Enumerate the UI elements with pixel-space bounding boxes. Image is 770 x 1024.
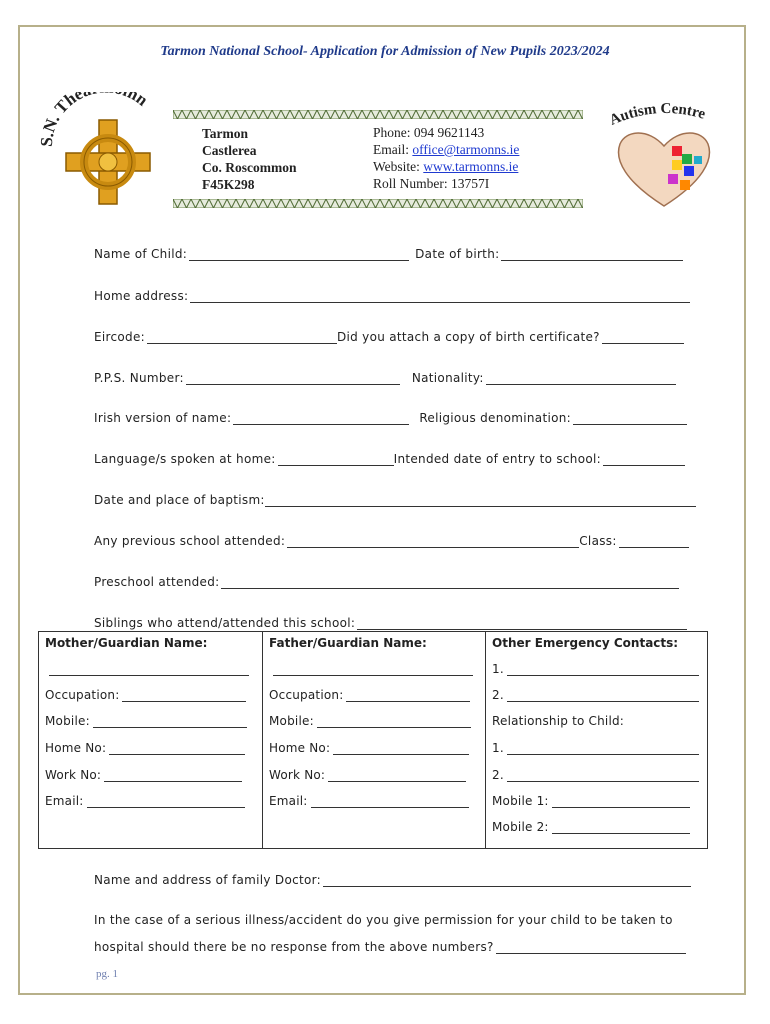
consent-text-2: hospital should there be no response from the above numbers? bbox=[94, 940, 494, 954]
mother-home-field[interactable] bbox=[109, 741, 245, 755]
mobile-1-field[interactable] bbox=[552, 794, 690, 808]
relationship-1-row bbox=[492, 741, 699, 755]
website-line bbox=[373, 158, 519, 175]
row-eircode bbox=[94, 324, 698, 344]
school-logo bbox=[40, 92, 170, 212]
class-field[interactable] bbox=[619, 533, 689, 548]
mobile-label: Mobile: bbox=[269, 714, 314, 728]
birth-cert-label: Did you attach a copy of birth certificate? bbox=[336, 330, 600, 344]
father-name-field[interactable] bbox=[273, 662, 473, 676]
emergency-column bbox=[485, 632, 707, 848]
previous-school-field[interactable] bbox=[287, 533, 579, 548]
consent-field[interactable] bbox=[496, 939, 686, 954]
mother-header: Mother/Guardian Name: bbox=[45, 636, 208, 650]
mobile-1-label: Mobile 1: bbox=[492, 794, 549, 808]
birth-cert-field[interactable] bbox=[602, 329, 684, 344]
home-address-field[interactable] bbox=[190, 288, 690, 303]
row-home-address bbox=[94, 283, 698, 303]
dob-field[interactable] bbox=[501, 246, 683, 261]
mobile-2-row bbox=[492, 820, 690, 834]
previous-school-label: Any previous school attended: bbox=[94, 534, 286, 548]
email-label: Email: bbox=[45, 794, 84, 808]
email-label: Email: bbox=[373, 142, 413, 157]
pps-label: P.P.S. Number: bbox=[94, 371, 184, 385]
email-label: Email: bbox=[269, 794, 308, 808]
address-line: Tarmon bbox=[202, 126, 249, 141]
mother-mobile-row bbox=[45, 714, 247, 728]
row-baptism bbox=[94, 487, 698, 507]
mother-work-field[interactable] bbox=[104, 768, 242, 782]
home-no-label: Home No: bbox=[269, 741, 331, 755]
relationship-2-field[interactable] bbox=[507, 768, 699, 782]
mother-column bbox=[39, 632, 262, 848]
contact-1-row bbox=[492, 662, 699, 676]
class-label: Class: bbox=[579, 534, 617, 548]
row-preschool bbox=[94, 569, 698, 589]
work-no-label: Work No: bbox=[45, 768, 102, 782]
consent-text-1: In the case of a serious illness/accident do you give permission for your child to be taken to bbox=[94, 913, 673, 927]
father-mobile-field[interactable] bbox=[317, 714, 471, 728]
email-line bbox=[373, 141, 519, 158]
mother-occupation-field[interactable] bbox=[122, 688, 246, 702]
mother-home-row bbox=[45, 741, 245, 755]
contact-2-field[interactable] bbox=[507, 688, 699, 702]
father-occupation-field[interactable] bbox=[346, 688, 470, 702]
school-logo-text: N. The nn bbox=[40, 92, 152, 135]
mother-occupation-row bbox=[45, 688, 246, 702]
decorative-border-bottom bbox=[173, 199, 583, 208]
relationship-1-label: 1. bbox=[492, 741, 504, 755]
pps-field[interactable] bbox=[186, 370, 400, 385]
autism-centre-logo bbox=[606, 98, 726, 213]
form-title: Tarmon National School- Application for Admission of New Pupils 2023/2024 bbox=[160, 44, 610, 59]
father-header: Father/Guardian Name: bbox=[269, 636, 427, 650]
row-irish-name bbox=[94, 405, 698, 425]
row-consent-1 bbox=[94, 907, 698, 927]
home-address-label: Home address: bbox=[94, 289, 189, 303]
preschool-field[interactable] bbox=[221, 574, 679, 589]
mother-email-field[interactable] bbox=[87, 794, 245, 808]
mobile-2-field[interactable] bbox=[552, 820, 690, 834]
row-language bbox=[94, 446, 698, 466]
language-field[interactable] bbox=[278, 451, 394, 466]
preschool-label: Preschool attended: bbox=[94, 575, 220, 589]
row-consent-2 bbox=[94, 934, 698, 954]
child-name-label: Name of Child: bbox=[94, 247, 188, 261]
entry-date-label: Intended date of entry to school: bbox=[393, 452, 601, 466]
work-no-label: Work No: bbox=[269, 768, 326, 782]
relationship-1-field[interactable] bbox=[507, 741, 699, 755]
row-doctor bbox=[94, 867, 698, 887]
svg-text:Autism Centre bbox=[607, 101, 707, 129]
eircode-label: Eircode: bbox=[94, 330, 145, 344]
autism-logo-text: Autism Centre bbox=[607, 100, 708, 129]
email-link[interactable]: office@tarmonns.ie bbox=[412, 142, 520, 157]
school-address bbox=[202, 125, 297, 193]
roll-number: Roll Number: 13757I bbox=[373, 176, 490, 191]
row-pps bbox=[94, 365, 698, 385]
irish-name-field[interactable] bbox=[233, 410, 409, 425]
decorative-border-top bbox=[173, 110, 583, 119]
mother-mobile-field[interactable] bbox=[93, 714, 247, 728]
phone-text: Phone: 094 9621143 bbox=[373, 125, 485, 140]
nationality-field[interactable] bbox=[486, 370, 676, 385]
school-contact bbox=[373, 124, 519, 192]
religion-field[interactable] bbox=[573, 410, 687, 425]
father-work-row bbox=[269, 768, 466, 782]
father-email-field[interactable] bbox=[311, 794, 469, 808]
baptism-label: Date and place of baptism: bbox=[94, 493, 265, 507]
address-line: Co. Roscommon bbox=[202, 160, 297, 175]
eircode-field[interactable] bbox=[147, 329, 337, 344]
father-mobile-row bbox=[269, 714, 471, 728]
father-name-row bbox=[269, 662, 473, 676]
row-name-dob bbox=[94, 241, 698, 261]
mother-email-row bbox=[45, 794, 245, 808]
mobile-1-row bbox=[492, 794, 690, 808]
guardian-table bbox=[38, 631, 708, 849]
contact-2-label: 2. bbox=[492, 688, 504, 702]
doctor-label: Name and address of family Doctor: bbox=[94, 873, 321, 887]
home-no-label: Home No: bbox=[45, 741, 107, 755]
relationship-label: Relationship to Child: bbox=[492, 714, 625, 728]
father-home-field[interactable] bbox=[333, 741, 469, 755]
siblings-field[interactable] bbox=[357, 615, 687, 630]
website-link[interactable]: www.tarmonns.ie bbox=[423, 159, 519, 174]
mother-name-field[interactable] bbox=[49, 662, 249, 676]
relationship-2-label: 2. bbox=[492, 768, 504, 782]
doctor-field[interactable] bbox=[323, 872, 691, 887]
contact-1-field[interactable] bbox=[507, 662, 699, 676]
contact-1-label: 1. bbox=[492, 662, 504, 676]
relationship-row bbox=[492, 714, 624, 728]
baptism-field[interactable] bbox=[265, 492, 696, 507]
mother-name-row bbox=[45, 662, 249, 676]
mobile-2-label: Mobile 2: bbox=[492, 820, 549, 834]
siblings-label: Siblings who attend/attended this school: bbox=[94, 616, 356, 630]
dob-label: Date of birth: bbox=[415, 247, 500, 261]
father-email-row bbox=[269, 794, 469, 808]
father-column bbox=[262, 632, 485, 848]
nationality-label: Nationality: bbox=[411, 371, 484, 385]
father-occupation-row bbox=[269, 688, 470, 702]
religion-label: Religious denomination: bbox=[419, 411, 571, 425]
irish-name-label: Irish version of name: bbox=[94, 411, 232, 425]
entry-date-field[interactable] bbox=[603, 451, 685, 466]
row-previous-school bbox=[94, 528, 698, 548]
address-line: Castlerea bbox=[202, 143, 257, 158]
row-siblings bbox=[94, 610, 698, 630]
contact-2-row bbox=[492, 688, 699, 702]
mother-work-row bbox=[45, 768, 242, 782]
occupation-label: Occupation: bbox=[45, 688, 120, 702]
occupation-label: Occupation: bbox=[269, 688, 344, 702]
website-label: Website: bbox=[373, 159, 424, 174]
relationship-2-row bbox=[492, 768, 699, 782]
address-line: F45K298 bbox=[202, 177, 255, 192]
page-number: pg. 1 bbox=[96, 968, 118, 980]
mobile-label: Mobile: bbox=[45, 714, 90, 728]
emergency-header: Other Emergency Contacts: bbox=[492, 636, 679, 650]
child-name-field[interactable] bbox=[189, 246, 409, 261]
language-label: Language/s spoken at home: bbox=[94, 452, 276, 466]
father-home-row bbox=[269, 741, 469, 755]
father-work-field[interactable] bbox=[328, 768, 466, 782]
